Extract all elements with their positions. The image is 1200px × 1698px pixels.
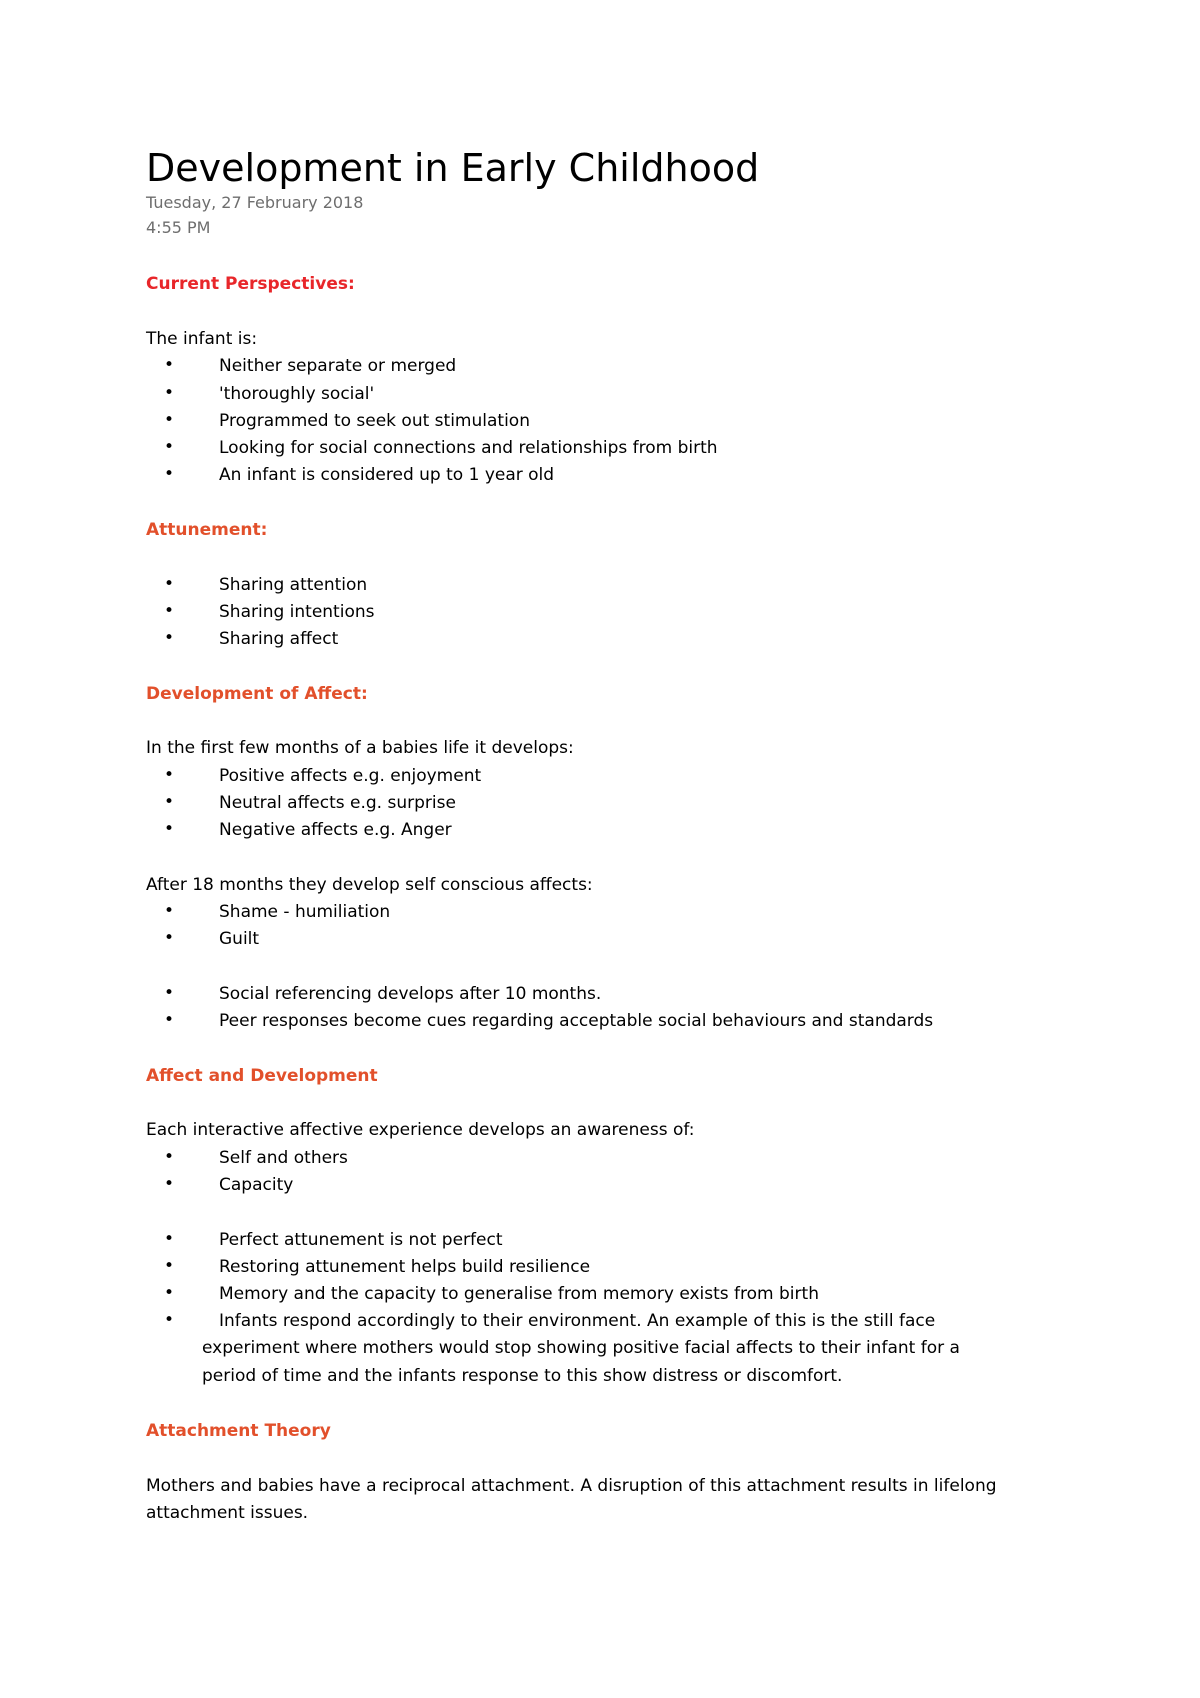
paragraph-line: attachment issues. bbox=[146, 1503, 309, 1523]
bullet-icon: • bbox=[164, 1147, 175, 1167]
list-item-line: Infants respond accordingly to their environment. An example of this is the still face bbox=[219, 1311, 936, 1331]
list-item: Looking for social connections and relationships from birth bbox=[219, 438, 718, 458]
list-item: Social referencing develops after 10 months. bbox=[219, 984, 602, 1004]
list-item: Sharing affect bbox=[219, 629, 339, 649]
list-item-line: experiment where mothers would stop showing positive facial affects to their infant for a bbox=[202, 1338, 960, 1358]
section-intro: In the first few months of a babies life it develops: bbox=[146, 738, 574, 758]
bullet-icon: • bbox=[164, 601, 175, 621]
page-title: Development in Early Childhood bbox=[146, 146, 760, 190]
date-stamp: Tuesday, 27 February 2018 bbox=[146, 193, 364, 212]
bullet-icon: • bbox=[164, 628, 175, 648]
section-heading-attachment-theory: Attachment Theory bbox=[146, 1421, 331, 1441]
section-heading-development-of-affect: Development of Affect: bbox=[146, 684, 368, 704]
bullet-icon: • bbox=[164, 792, 175, 812]
section-heading-affect-and-development: Affect and Development bbox=[146, 1066, 378, 1086]
list-item-line: period of time and the infants response to this show distress or discomfort. bbox=[202, 1366, 843, 1386]
list-item: Sharing attention bbox=[219, 575, 368, 595]
list-item: Memory and the capacity to generalise from memory exists from birth bbox=[219, 1284, 819, 1304]
bullet-icon: • bbox=[164, 928, 175, 948]
section-heading-current-perspectives: Current Perspectives: bbox=[146, 274, 355, 294]
section-heading-attunement: Attunement: bbox=[146, 520, 268, 540]
list-item: An infant is considered up to 1 year old bbox=[219, 465, 555, 485]
list-item: Neutral affects e.g. surprise bbox=[219, 793, 456, 813]
bullet-icon: • bbox=[164, 437, 175, 457]
list-item: Neither separate or merged bbox=[219, 356, 457, 376]
list-item: 'thoroughly social' bbox=[219, 384, 375, 404]
section-intro: Each interactive affective experience develops an awareness of: bbox=[146, 1120, 695, 1140]
list-item: Capacity bbox=[219, 1175, 294, 1195]
list-item: Restoring attunement helps build resilience bbox=[219, 1257, 591, 1277]
bullet-icon: • bbox=[164, 1174, 175, 1194]
list-item: Peer responses become cues regarding acceptable social behaviours and standards bbox=[219, 1011, 934, 1031]
bullet-icon: • bbox=[164, 383, 175, 403]
list-item: Negative affects e.g. Anger bbox=[219, 820, 452, 840]
list-item: Shame - humiliation bbox=[219, 902, 391, 922]
list-item: Sharing intentions bbox=[219, 602, 375, 622]
bullet-icon: • bbox=[164, 983, 175, 1003]
list-item: Perfect attunement is not perfect bbox=[219, 1230, 503, 1250]
section-intro: After 18 months they develop self conscious affects: bbox=[146, 875, 593, 895]
bullet-icon: • bbox=[164, 765, 175, 785]
bullet-icon: • bbox=[164, 464, 175, 484]
bullet-icon: • bbox=[164, 1256, 175, 1276]
list-item: Programmed to seek out stimulation bbox=[219, 411, 530, 431]
bullet-icon: • bbox=[164, 410, 175, 430]
time-stamp: 4:55 PM bbox=[146, 218, 211, 237]
bullet-icon: • bbox=[164, 901, 175, 921]
bullet-icon: • bbox=[164, 819, 175, 839]
bullet-icon: • bbox=[164, 1283, 175, 1303]
bullet-icon: • bbox=[164, 1229, 175, 1249]
list-item: Positive affects e.g. enjoyment bbox=[219, 766, 482, 786]
list-item: Guilt bbox=[219, 929, 260, 949]
paragraph-line: Mothers and babies have a reciprocal attachment. A disruption of this attachment results in lifelong bbox=[146, 1476, 997, 1496]
bullet-icon: • bbox=[164, 1010, 175, 1030]
list-item: Self and others bbox=[219, 1148, 348, 1168]
section-intro: The infant is: bbox=[146, 329, 258, 349]
bullet-icon: • bbox=[164, 1310, 175, 1330]
bullet-icon: • bbox=[164, 574, 175, 594]
bullet-icon: • bbox=[164, 355, 175, 375]
